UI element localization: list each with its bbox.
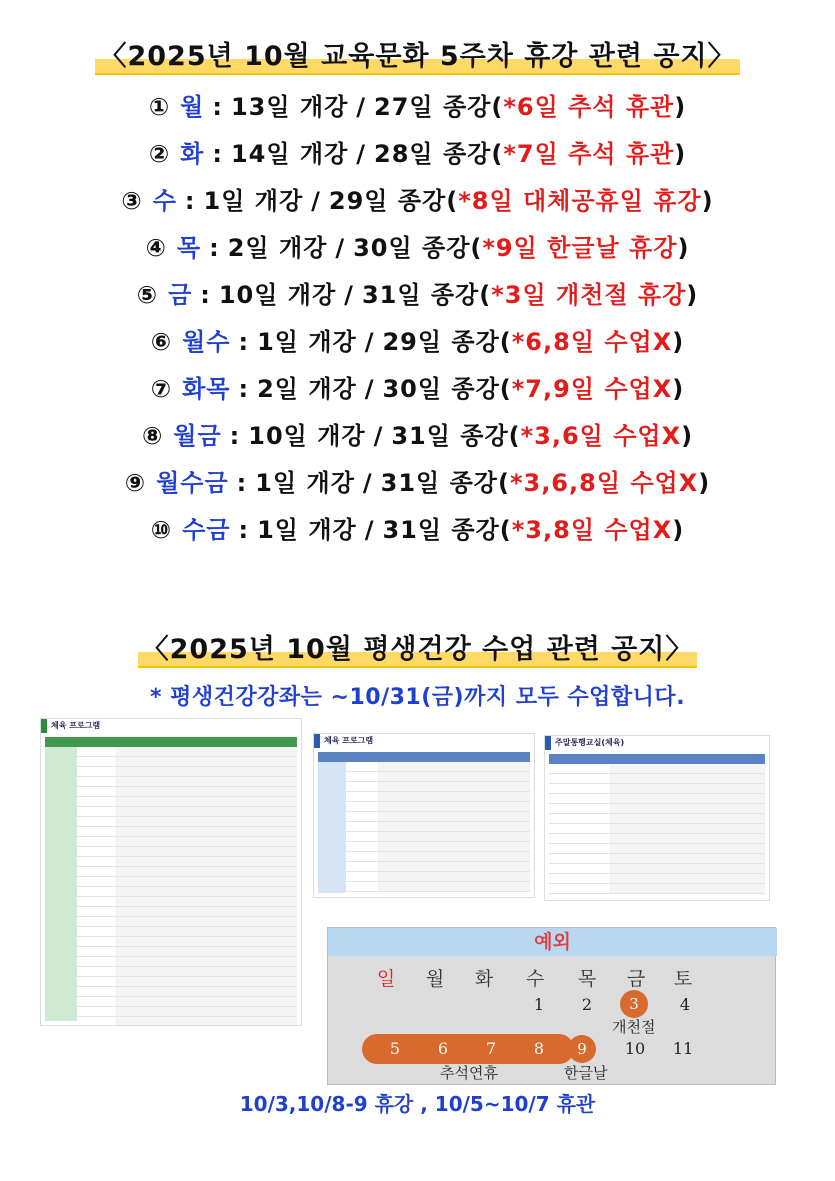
row-start: 1일 개강 — [257, 516, 357, 544]
row-close: ) — [677, 234, 690, 262]
row-day: 월수 — [182, 328, 231, 356]
row-colon: : — [200, 281, 211, 309]
schedule-row — [0, 178, 835, 225]
thumbnail-sports-program-2 — [313, 733, 535, 898]
row-note: *8일 대체공휴일 휴강 — [458, 187, 702, 215]
schedule-row — [0, 272, 835, 319]
row-close: ) — [701, 187, 714, 215]
date-10: 10 — [624, 1039, 646, 1058]
row-slash: / — [364, 328, 375, 356]
row-close: ) — [674, 93, 687, 121]
date-6: 6 — [437, 1039, 449, 1058]
row-slash: / — [356, 93, 367, 121]
row-start: 1일 개강 — [255, 469, 355, 497]
row-note: *6일 추석 휴관 — [503, 93, 675, 121]
row-colon: : — [212, 93, 223, 121]
row-end: 31일 종강( — [380, 469, 510, 497]
row-start: 2일 개강 — [227, 234, 328, 262]
row-colon: : — [229, 422, 241, 450]
row-day: 금 — [168, 281, 193, 309]
exception-calendar — [327, 927, 776, 1085]
row-close: ) — [698, 469, 711, 497]
label-hangeulnal: 한글날 — [564, 1064, 608, 1082]
row-close: ) — [672, 328, 685, 356]
row-colon: : — [236, 469, 248, 497]
row-slash: / — [362, 469, 373, 497]
row-day: 화 — [180, 140, 205, 168]
row-slash: / — [373, 422, 384, 450]
row-colon: : — [209, 234, 220, 262]
date-3-highlight: 3 — [620, 990, 648, 1018]
thumbnail-weekend-class — [544, 735, 770, 901]
heading-education-culture — [0, 34, 835, 75]
schedule-row — [0, 225, 835, 272]
weekday-mon: 월 — [425, 968, 445, 990]
row-close: ) — [681, 422, 694, 450]
thumbnail-title: 체육 프로그램 — [314, 734, 534, 748]
sub-notice: * 평생건강강좌는 ~10/31(금)까지 모두 수업합니다. — [149, 685, 686, 710]
weekday-thu: 목 — [577, 968, 597, 990]
row-day: 월금 — [173, 422, 222, 450]
heading-text: 〈2025년 10월 교육문화 5주차 휴강 관련 공지〉 — [95, 34, 739, 75]
schedule-row — [0, 413, 835, 460]
thumbnail-table — [45, 737, 297, 1021]
row-colon: : — [238, 375, 250, 403]
row-slash: / — [311, 187, 321, 215]
row-close: ) — [674, 140, 687, 168]
calendar-header — [328, 928, 777, 956]
row-number: ② — [148, 140, 171, 168]
row-number: ⑨ — [124, 469, 147, 497]
weekday-sat: 토 — [673, 968, 693, 990]
weekday-fri: 금 — [626, 968, 646, 990]
thumbnail-table — [549, 754, 765, 896]
thumbnail-sports-program-1 — [40, 718, 302, 1026]
row-end: 27일 종강( — [374, 93, 504, 121]
row-colon: : — [238, 516, 250, 544]
row-day: 수금 — [182, 516, 231, 544]
row-start: 10일 개강 — [248, 422, 366, 450]
date-5: 5 — [389, 1039, 401, 1058]
row-end: 30일 종강( — [353, 234, 483, 262]
thumbnail-title: 주말통행교실(체육) — [545, 736, 769, 750]
calendar-header-text: 예외 — [534, 931, 571, 953]
date-7: 7 — [485, 1039, 497, 1058]
row-number: ⑤ — [136, 281, 159, 309]
row-end: 28일 종강( — [374, 140, 504, 168]
row-note: *3,6일 수업X — [520, 422, 682, 450]
row-number: ⑧ — [141, 422, 164, 450]
schedule-row — [0, 507, 835, 554]
row-number: ④ — [145, 234, 167, 262]
row-note: *3,6,8일 수업X — [509, 469, 699, 497]
row-number: ⑥ — [150, 328, 173, 356]
weekday-wed: 수 — [525, 968, 545, 990]
row-end: 31일 종강( — [361, 281, 492, 309]
row-close: ) — [672, 375, 685, 403]
heading-text: 〈2025년 10월 평생건강 수업 관련 공지〉 — [138, 627, 698, 668]
schedule-list — [0, 84, 835, 554]
thumbnail-title: 체육 프로그램 — [41, 719, 301, 733]
row-end: 31일 종강( — [391, 422, 521, 450]
row-day: 목 — [176, 234, 202, 262]
row-note: *9일 한글날 휴강 — [482, 234, 678, 262]
row-end: 29일 종강( — [382, 328, 512, 356]
row-note: *3,8일 수업X — [511, 516, 673, 544]
row-number: ⑩ — [150, 516, 173, 544]
row-slash: / — [364, 516, 375, 544]
row-note: *7일 추석 휴관 — [503, 140, 675, 168]
date-11: 11 — [672, 1039, 694, 1058]
row-start: 2일 개강 — [257, 375, 357, 403]
row-day: 월수금 — [156, 469, 229, 497]
row-number: ③ — [121, 187, 143, 215]
label-gaecheonjeol: 개천절 — [612, 1018, 656, 1036]
row-start: 1일 개강 — [203, 187, 304, 215]
row-start: 1일 개강 — [257, 328, 357, 356]
row-number: ⑦ — [150, 375, 173, 403]
schedule-row — [0, 366, 835, 413]
row-colon: : — [238, 328, 250, 356]
row-slash: / — [356, 140, 367, 168]
row-start: 14일 개강 — [230, 140, 349, 168]
schedule-row — [0, 84, 835, 131]
schedule-row — [0, 131, 835, 178]
row-close: ) — [672, 516, 685, 544]
thumbnail-table — [318, 752, 530, 893]
row-end: 29일 종강( — [328, 187, 459, 215]
row-end: 30일 종강( — [382, 375, 512, 403]
schedule-row — [0, 319, 835, 366]
weekday-sun: 일 — [376, 968, 396, 990]
label-chuseok: 추석연휴 — [440, 1064, 498, 1082]
row-colon: : — [212, 140, 223, 168]
weekday-tue: 화 — [474, 968, 494, 990]
row-note: *7,9일 수업X — [511, 375, 673, 403]
row-slash: / — [344, 281, 354, 309]
row-number: ① — [148, 93, 171, 121]
row-start: 13일 개강 — [230, 93, 349, 121]
row-day: 화목 — [182, 375, 231, 403]
row-slash: / — [335, 234, 346, 262]
row-day: 수 — [152, 187, 177, 215]
row-slash: / — [364, 375, 375, 403]
date-9-highlight: 9 — [568, 1035, 596, 1063]
row-day: 월 — [180, 93, 205, 121]
date-4: 4 — [679, 995, 691, 1014]
row-start: 10일 개강 — [218, 281, 337, 309]
calendar-footnote: 10/3,10/8-9 휴강 , 10/5~10/7 휴관 — [239, 1092, 596, 1116]
heading-lifelong-health — [0, 627, 835, 668]
date-8: 8 — [533, 1039, 545, 1058]
row-note: *3일 개천절 휴강 — [491, 281, 687, 309]
date-1: 1 — [533, 995, 545, 1014]
row-end: 31일 종강( — [382, 516, 512, 544]
date-2: 2 — [581, 995, 593, 1014]
row-note: *6,8일 수업X — [511, 328, 673, 356]
row-close: ) — [686, 281, 699, 309]
row-colon: : — [184, 187, 196, 215]
schedule-row — [0, 460, 835, 507]
